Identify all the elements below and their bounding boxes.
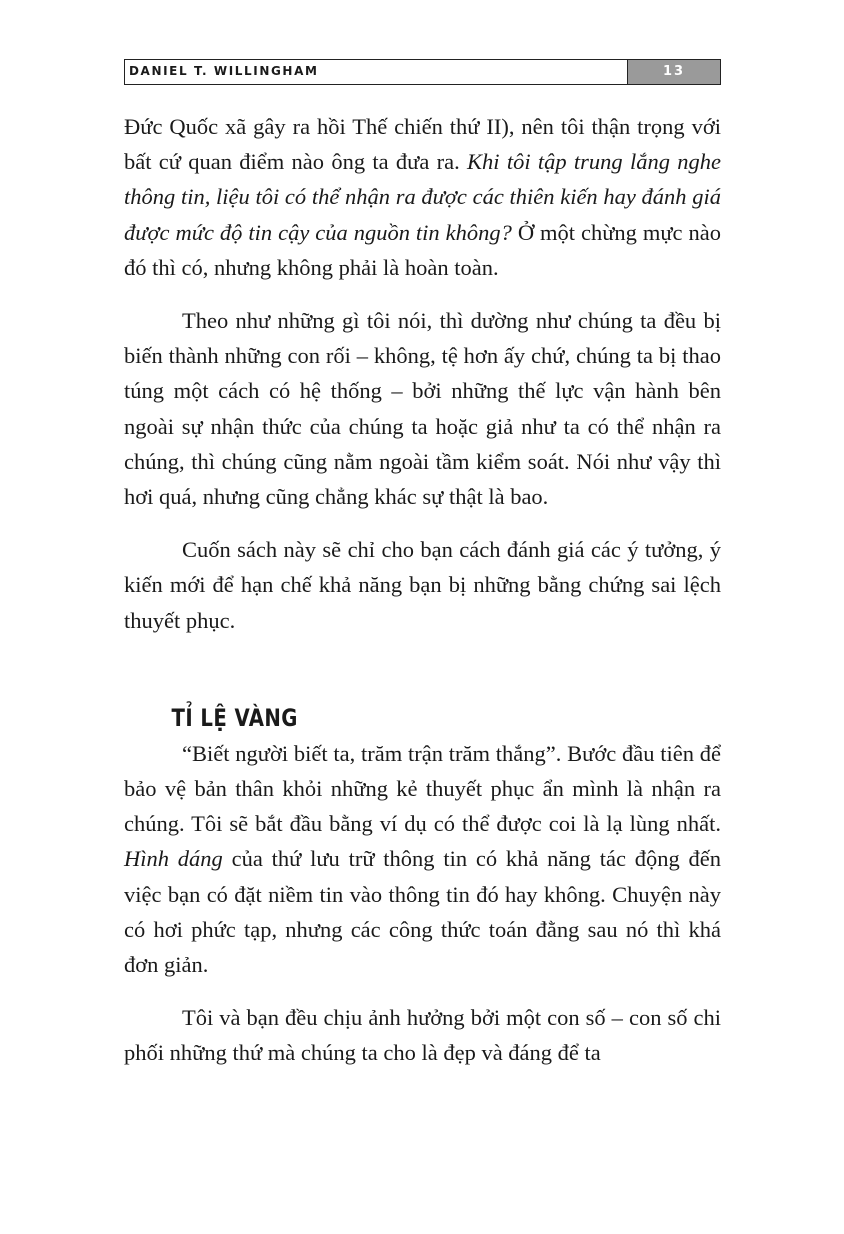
paragraph-italic-text: Hình dáng [124, 846, 223, 872]
paragraph-text: Cuốn sách này sẽ chỉ cho bạn cách đánh giá các ý tưởng, ý kiến mới để hạn chế khả năng bạn bị những bằng chứng sai lệch thuyết phục. [124, 537, 721, 633]
paragraph-text: Theo như những gì tôi nói, thì dường như chúng ta đều bị biến thành những con rối – không, tệ hơn ấy chứ, chúng ta bị thao túng một cách có hệ thống – bởi những thế lực vận hành bên ngoài sự nhận thức của chúng ta hoặc giả như ta có thể nhận ra chúng, thì chúng cũng nằm ngoài tầm kiểm soát. Nói như vậy thì hơi quá, nhưng cũng chẳng khác sự thật là bao. [124, 308, 721, 510]
paragraph [124, 303, 721, 514]
paragraph-text: của thứ lưu trữ thông tin có khả năng tác động đến việc bạn có đặt niềm tin vào thông tin đó hay không. Chuyện này có hơi phức tạp, nhưng các công thức toán đằng sau nó thì khá đơn giản. [124, 846, 722, 978]
paragraph-text: Đức Quốc xã gây ra hồi Thế chiến thứ II), nên tôi thận trọng với bất cứ quan điểm nào ông ta đưa ra. [124, 114, 721, 175]
running-header-author: DANIEL T. WILLINGHAM [129, 64, 319, 78]
running-header [124, 59, 721, 85]
paragraph [124, 109, 721, 285]
paragraph-text: Tôi và bạn đều chịu ảnh hưởng bởi một con số – con số chi phối những thứ mà chúng ta cho là đẹp và đáng để ta [124, 1005, 721, 1066]
page-body [124, 109, 721, 1071]
paragraph-italic-text: Khi tôi tập trung lắng nghe thông tin, liệu tôi có thể nhận ra được các thiên kiến hay đánh giá được mức độ tin cậy của nguồn tin không? [124, 149, 721, 245]
paragraph [124, 1000, 721, 1070]
paragraph [124, 736, 721, 982]
paragraph [124, 532, 721, 638]
section-heading: TỈ LỆ VÀNG [171, 703, 298, 732]
paragraph-text: “Biết người biết ta, trăm trận trăm thắng”. Bước đầu tiên để bảo vệ bản thân khỏi những kẻ thuyết phục ẩn mình là nhận ra chúng. Tôi sẽ bắt đầu bằng ví dụ có thể được coi là lạ lùng nhất. [124, 740, 721, 837]
paragraph-text: Ở một chừng mực nào đó thì có, nhưng không phải là hoàn toàn. [124, 219, 721, 280]
page-number: 13 [627, 60, 720, 84]
